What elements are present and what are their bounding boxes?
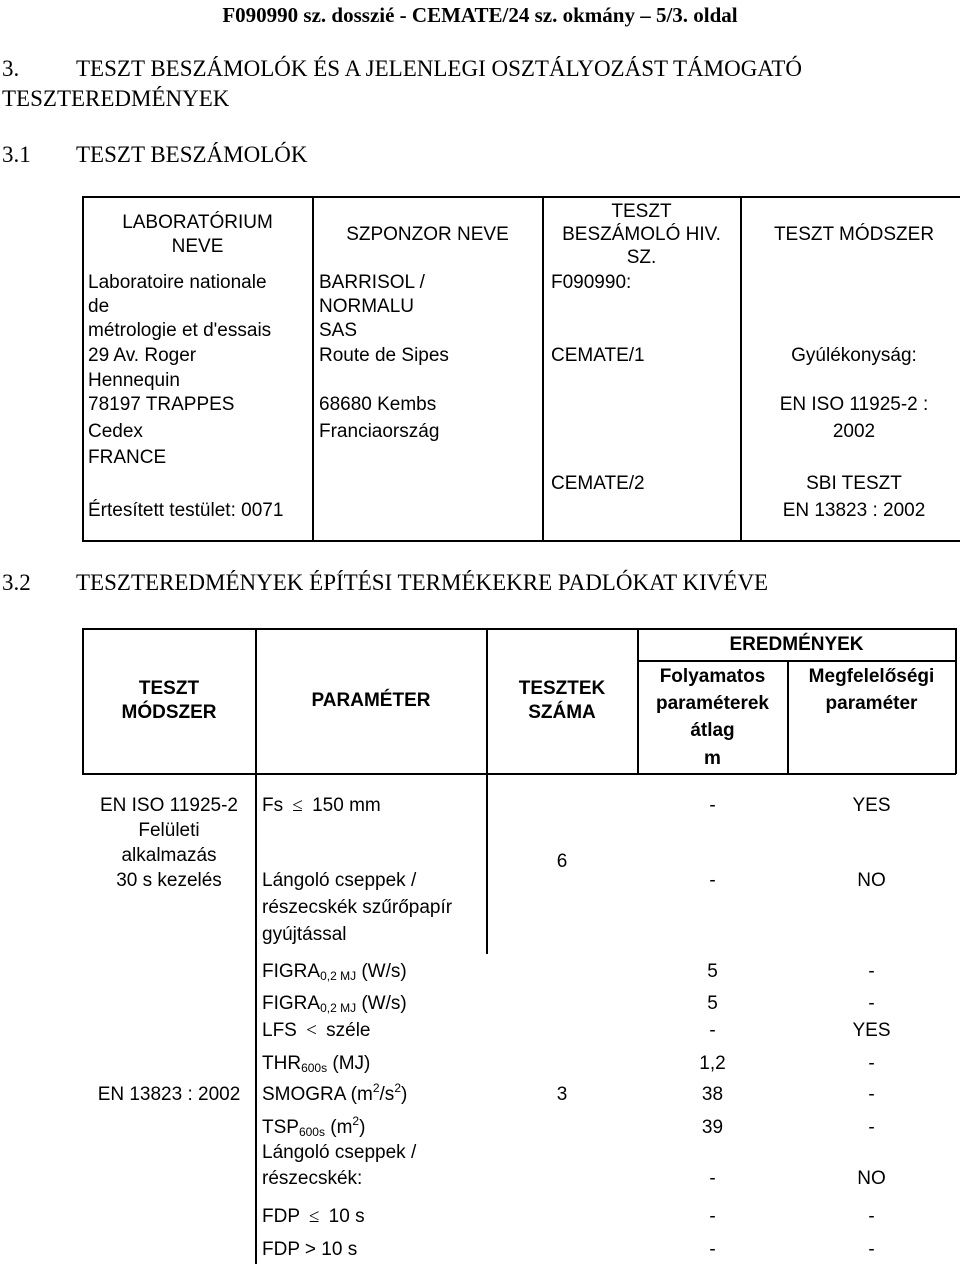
sponsor-line-4: Route de Sipes bbox=[319, 345, 449, 366]
table1-header-report-line3: SZ. bbox=[626, 247, 657, 268]
section-3-title-line2: TESZTEREDMÉNYEK bbox=[2, 86, 230, 111]
sponsor-line-3: SAS bbox=[319, 320, 358, 341]
tsp-close: ) bbox=[359, 1117, 366, 1138]
block2-lfs-row bbox=[262, 1018, 371, 1044]
block2-figra2-conformity: - bbox=[868, 993, 875, 1014]
block1-param-flaming-droplets-line3: gyújtással bbox=[262, 924, 347, 945]
table2-header-continuous-line3: átlag bbox=[690, 720, 735, 741]
block2-figra2-mean: 5 bbox=[707, 993, 718, 1014]
smogra-label: SMOGRA (m bbox=[262, 1084, 373, 1105]
table2-body-div-1 bbox=[255, 774, 257, 1264]
method-sbi-test: SBI TESZT bbox=[806, 473, 902, 494]
block2-droplets-line2: részecskék: bbox=[262, 1168, 363, 1189]
table1-border-top bbox=[82, 196, 960, 198]
block1-method-line4: 30 s kezelés bbox=[116, 870, 222, 891]
block2-droplets-line1: Lángoló cseppek / bbox=[262, 1142, 417, 1163]
section-3-title-line1: TESZT BESZÁMOLÓK ÉS A JELENLEGI OSZTÁLYOZÁST TÁMOGATÓ bbox=[76, 56, 803, 81]
block2-tsp-mean: 39 bbox=[701, 1117, 724, 1138]
table1-header-sponsor: SZPONZOR NEVE bbox=[346, 224, 509, 245]
lab-line-2: de bbox=[88, 296, 110, 317]
table2-header-parameter: PARAMÉTER bbox=[311, 690, 431, 711]
section-3-2-number: 3.2 bbox=[2, 570, 31, 595]
block2-thr-conformity: - bbox=[868, 1053, 875, 1074]
block2-tsp-conformity: - bbox=[868, 1117, 875, 1138]
sponsor-line-1: BARRISOL / bbox=[319, 272, 425, 293]
block1-method-line1: EN ISO 11925-2 bbox=[99, 795, 238, 816]
fdp-limit: 10 s bbox=[328, 1206, 365, 1227]
table2-header-right bbox=[955, 628, 957, 774]
fdp-label: FDP bbox=[262, 1206, 300, 1227]
table2-header-conformity-line1: Megfelelőségi bbox=[808, 666, 935, 687]
table1-header-method: TESZT MÓDSZER bbox=[773, 224, 935, 245]
figra-subscript: 0,2 MJ bbox=[320, 1001, 357, 1015]
block2-smogra-conformity: - bbox=[868, 1084, 875, 1105]
fs-limit: 150 mm bbox=[312, 795, 381, 816]
method-iso-year: 2002 bbox=[832, 421, 876, 442]
table2-header-method-line2: MÓDSZER bbox=[121, 702, 217, 723]
smogra-sup2: 2 bbox=[394, 1081, 401, 1095]
sponsor-line-2: NORMALU bbox=[319, 296, 415, 317]
block2-fdp-le-conformity: - bbox=[868, 1206, 875, 1227]
block2-lfs-mean: - bbox=[709, 1020, 716, 1041]
block2-method: EN 13823 : 2002 bbox=[97, 1084, 241, 1105]
table2-header-continuous-line2: paraméterek bbox=[655, 693, 770, 714]
lab-line-5: Hennequin bbox=[88, 370, 180, 391]
table2-header-continuous-line1: Folyamatos bbox=[659, 666, 766, 687]
block2-lfs-conformity: YES bbox=[852, 1020, 891, 1041]
block2-thr-row bbox=[262, 1051, 370, 1077]
block2-figra1-mean: 5 bbox=[707, 961, 718, 982]
sponsor-line-5: 68680 Kembs bbox=[319, 394, 437, 415]
less-or-equal-symbol: ≤ bbox=[292, 795, 303, 816]
block2-tsp-row bbox=[262, 1115, 365, 1141]
tsp-unit: (m bbox=[330, 1117, 353, 1138]
lfs-label: LFS bbox=[262, 1020, 297, 1041]
block2-thr-mean: 1,2 bbox=[699, 1053, 726, 1074]
block1-fs-mean: - bbox=[709, 795, 716, 816]
block2-figra-row1 bbox=[262, 959, 407, 985]
block2-test-count: 3 bbox=[556, 1084, 568, 1105]
thr-unit: (MJ) bbox=[332, 1053, 371, 1074]
lab-line-1: Laboratoire nationale bbox=[88, 272, 267, 293]
block1-test-count: 6 bbox=[556, 851, 568, 872]
block1-droplets-mean: - bbox=[709, 870, 716, 891]
report-ref-1: CEMATE/1 bbox=[551, 345, 645, 366]
section-3-2-title: TESZTEREDMÉNYEK ÉPÍTÉSI TERMÉKEKRE PADLÓKAT KIVÉVE bbox=[76, 570, 769, 595]
sponsor-line-6: Franciaország bbox=[319, 421, 440, 442]
block2-figra1-conformity: - bbox=[868, 961, 875, 982]
section-3-1-title: TESZT BESZÁMOLÓK bbox=[76, 142, 308, 167]
block1-param-flaming-droplets-line2: részecskék szűrőpapír bbox=[262, 897, 453, 918]
method-flammability: Gyúlékonyság: bbox=[791, 345, 917, 366]
block1-fs-conformity: YES bbox=[852, 795, 891, 816]
block2-figra-row2 bbox=[262, 991, 407, 1017]
less-than-symbol: < bbox=[306, 1020, 317, 1041]
table1-header-report-line1: TESZT bbox=[611, 201, 672, 222]
table2-header-bottom bbox=[82, 773, 956, 775]
tsp-label: TSP bbox=[262, 1117, 299, 1138]
block2-droplets-conformity: NO bbox=[857, 1168, 886, 1189]
lab-line-6: 78197 TRAPPES bbox=[88, 394, 235, 415]
report-ref-dossier: F090990: bbox=[551, 272, 632, 293]
block2-droplets-mean: - bbox=[709, 1168, 716, 1189]
smogra-sup1: 2 bbox=[372, 1081, 380, 1095]
block1-droplets-conformity: NO bbox=[857, 870, 886, 891]
block1-method-line3: alkalmazás bbox=[121, 845, 217, 866]
block2-fdp-gt-conformity: - bbox=[868, 1239, 875, 1260]
section-3-1-number: 3.1 bbox=[2, 142, 31, 167]
table2-results-underline bbox=[637, 660, 956, 662]
lab-line-3: métrologie et d'essais bbox=[88, 320, 272, 341]
table2-header-count-line2: SZÁMA bbox=[528, 702, 596, 723]
block2-smogra-mean: 38 bbox=[701, 1084, 724, 1105]
table1-header-lab-line1: LABORATÓRIUM bbox=[122, 212, 273, 233]
lab-line-8: FRANCE bbox=[88, 447, 167, 468]
method-iso-11925: EN ISO 11925-2 : bbox=[779, 394, 929, 415]
lab-line-4: 29 Av. Roger bbox=[88, 345, 197, 366]
block1-param-fs bbox=[262, 793, 381, 819]
table1-border-bottom bbox=[82, 540, 960, 542]
page-header: F090990 sz. dosszié - CEMATE/24 sz. okmány – 5/3. oldal bbox=[222, 3, 738, 27]
block2-fdp-gt-row: FDP > 10 s bbox=[262, 1239, 358, 1260]
table2-header-continuous-line4: m bbox=[704, 748, 721, 769]
figra-label: FIGRA bbox=[262, 993, 321, 1014]
fs-label: Fs bbox=[262, 795, 284, 816]
figra-subscript: 0,2 MJ bbox=[320, 969, 357, 983]
table2-border-top bbox=[82, 628, 956, 630]
lab-notified-body: Értesített testület: 0071 bbox=[88, 500, 284, 521]
table1-header-report-line2: BESZÁMOLÓ HIV. bbox=[562, 224, 721, 245]
table1-divider-1 bbox=[312, 196, 314, 541]
figra-unit: (W/s) bbox=[361, 961, 407, 982]
table2-header-count-line1: TESZTEK bbox=[518, 678, 606, 699]
less-or-equal-symbol: ≤ bbox=[308, 1206, 320, 1227]
thr-label: THR bbox=[262, 1053, 302, 1074]
figra-unit: (W/s) bbox=[361, 993, 407, 1014]
block2-fdp-le-mean: - bbox=[709, 1206, 716, 1227]
lab-line-7: Cedex bbox=[88, 421, 143, 442]
table2-header-method-line1: TESZT bbox=[138, 678, 200, 699]
lfs-edge: széle bbox=[326, 1020, 371, 1041]
block2-smogra-row bbox=[262, 1082, 407, 1108]
report-ref-2: CEMATE/2 bbox=[551, 473, 645, 494]
block1-method-line2: Felületi bbox=[138, 820, 200, 841]
block2-fdp-le-row bbox=[262, 1204, 365, 1230]
method-en-13823: EN 13823 : 2002 bbox=[782, 500, 926, 521]
block1-param-flaming-droplets-line1: Lángoló cseppek / bbox=[262, 870, 417, 891]
smogra-close: ) bbox=[401, 1084, 408, 1105]
table1-header-lab-line2: NEVE bbox=[171, 236, 224, 257]
tsp-sup: 2 bbox=[352, 1114, 360, 1128]
block2-fdp-gt-mean: - bbox=[709, 1239, 716, 1260]
table2-header-results: EREDMÉNYEK bbox=[729, 634, 864, 655]
tsp-subscript: 600s bbox=[298, 1125, 325, 1139]
table2-header-conformity-line2: paraméter bbox=[825, 693, 918, 714]
thr-subscript: 600s bbox=[301, 1061, 328, 1075]
section-3-number: 3. bbox=[2, 56, 20, 81]
smogra-unit: /s bbox=[379, 1084, 395, 1105]
figra-label: FIGRA bbox=[262, 961, 321, 982]
